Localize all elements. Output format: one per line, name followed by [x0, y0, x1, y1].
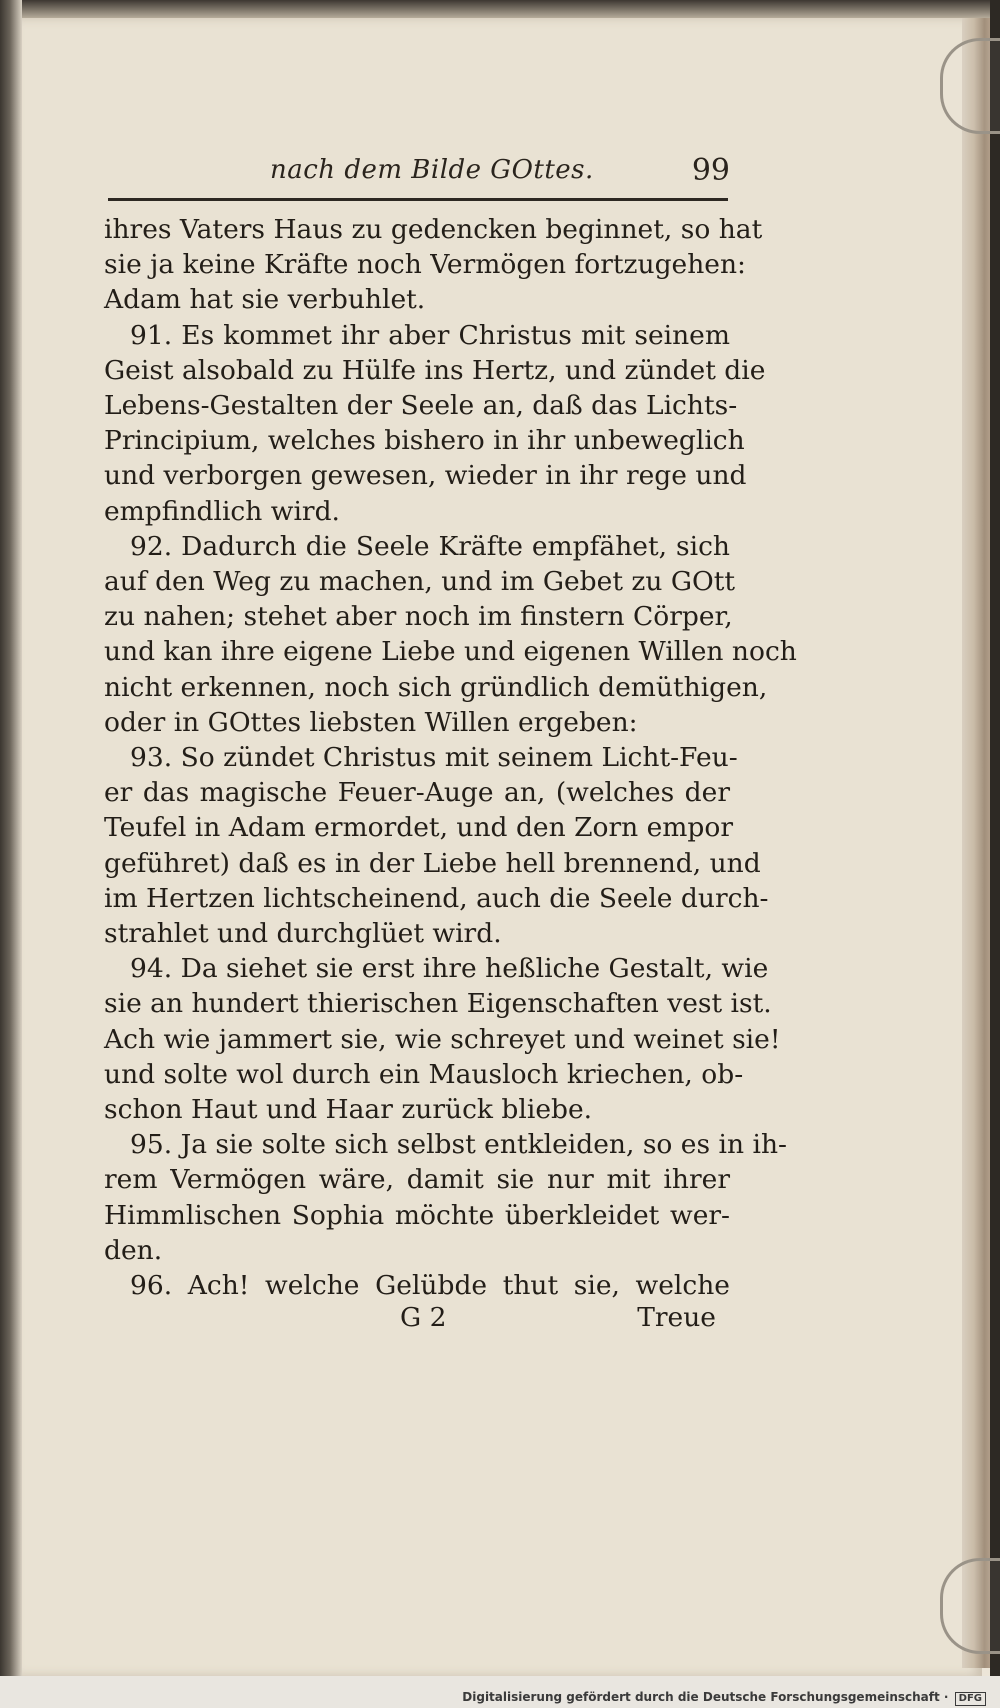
- text-line: rem Vermögen wäre, damit sie nur mit ihrer: [104, 1164, 730, 1196]
- page-clip-bottom: [940, 1558, 1000, 1654]
- text-line: oder in GOttes liebsten Willen ergeben:: [104, 706, 638, 738]
- body-text: [104, 212, 797, 1303]
- book-fore-edge: [962, 18, 992, 1668]
- page-footer: [104, 1302, 730, 1342]
- text-line: 91. Es kommet ihr aber Christus mit seinem: [130, 319, 730, 351]
- text-line: und verborgen gewesen, wieder in ihr rege und: [104, 460, 747, 492]
- text-line: und kan ihre eigene Liebe und eigenen Willen noch: [104, 636, 797, 668]
- text-line: schon Haut und Haar zurück bliebe.: [104, 1094, 593, 1126]
- text-line: Lebens-Gestalten der Seele an, daß das Lichts-: [104, 390, 738, 422]
- catchword: Treue: [637, 1302, 716, 1333]
- text-line: Himmlischen Sophia möchte überkleidet wer-: [104, 1199, 730, 1231]
- page-clip-top: [940, 38, 1000, 134]
- text-line: 95. Ja sie solte sich selbst entkleiden, so es in ih-: [130, 1129, 787, 1161]
- signature-mark: G 2: [400, 1302, 447, 1333]
- text-line: Geist alsobald zu Hülfe ins Hertz, und zündet die: [104, 354, 766, 386]
- text-line: 96. Ach! welche Gelübde thut sie, welche: [130, 1270, 730, 1302]
- text-line: den.: [104, 1234, 163, 1266]
- text-line: Principium, welches bishero in ihr unbeweglich: [104, 425, 745, 457]
- header-rule: [108, 198, 728, 201]
- text-line: empfindlich wird.: [104, 495, 340, 527]
- page-number: 99: [691, 153, 730, 188]
- text-line: 92. Dadurch die Seele Kräfte empfähet, sich: [130, 530, 730, 562]
- text-line: im Hertzen lichtscheinend, auch die Seele durch-: [104, 882, 769, 914]
- scan-top-edge: [0, 0, 1000, 18]
- text-line: strahlet und durchglüet wird.: [104, 918, 502, 950]
- text-line: auf den Weg zu machen, und im Gebet zu GOtt: [104, 566, 736, 598]
- running-head: nach dem Bilde GOttes.: [270, 155, 594, 185]
- text-line: 93. So zündet Christus mit seinem Licht-Feu-: [130, 742, 738, 774]
- book-gutter: [0, 0, 22, 1708]
- text-line: sie ja keine Kräfte noch Vermögen fortzugehen:: [104, 249, 746, 281]
- text-line: zu nahen; stehet aber noch im finstern Cörper,: [104, 601, 733, 633]
- text-line: ihres Vaters Haus zu gedencken beginnet, so hat: [104, 214, 763, 245]
- text-line: Adam hat sie verbuhlet.: [104, 284, 426, 316]
- dfg-logo: DFG: [955, 1692, 986, 1706]
- text-line: nicht erkennen, noch sich gründlich demüthigen,: [104, 671, 768, 703]
- credit-text: Digitalisierung gefördert durch die Deutsche Forschungsgemeinschaft ·: [462, 1690, 949, 1704]
- text-line: und solte wol durch ein Mausloch kriechen, ob-: [104, 1058, 744, 1090]
- text-line: geführet) daß es in der Liebe hell brennend, und: [104, 847, 761, 879]
- text-line: er das magische Feuer-Auge an, (welches der: [104, 777, 730, 809]
- digitization-credit: [462, 1690, 986, 1706]
- page-header: [110, 155, 730, 195]
- text-line: Ach wie jammert sie, wie schreyet und weinet sie!: [104, 1023, 781, 1055]
- text-line: Teufel in Adam ermordet, und den Zorn empor: [104, 812, 733, 844]
- text-line: sie an hundert thierischen Eigenschaften vest ist.: [104, 988, 772, 1020]
- text-line: 94. Da siehet sie erst ihre heßliche Gestalt, wie: [130, 953, 769, 985]
- scan-right-edge: [990, 0, 1000, 1708]
